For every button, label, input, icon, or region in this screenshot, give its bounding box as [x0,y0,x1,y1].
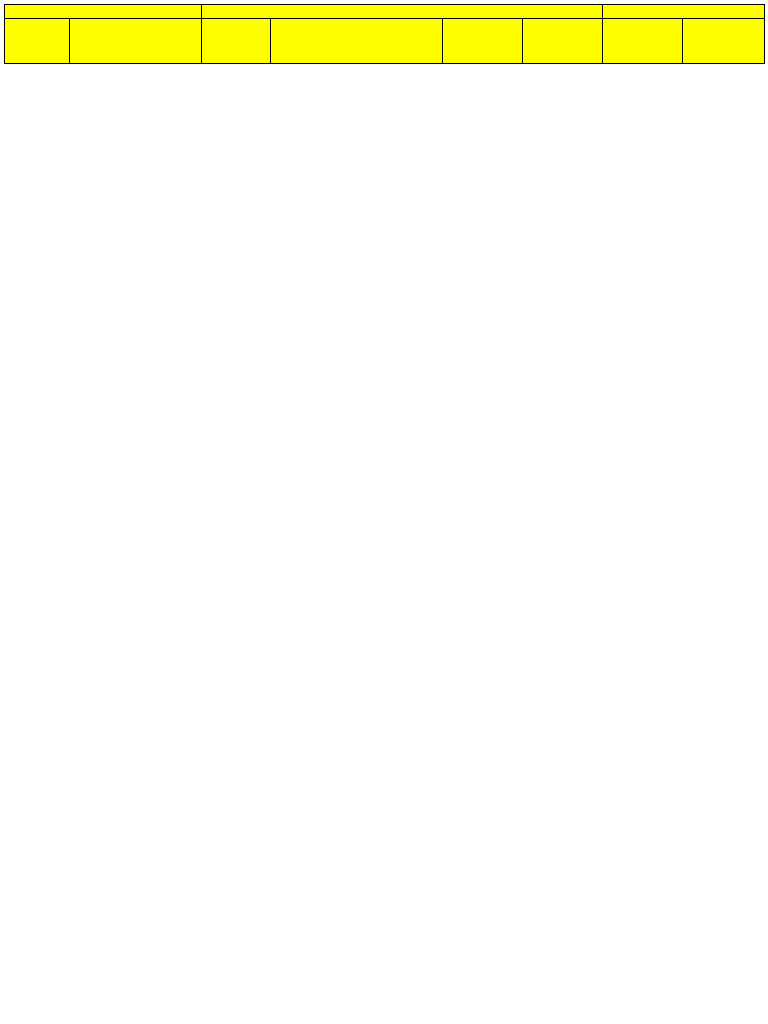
col-header-name [271,19,443,64]
col-header-rank [5,19,70,64]
results-table [4,4,765,64]
batch-header-row [5,5,765,19]
test-title [202,5,603,19]
batch-label [5,5,202,19]
col-header-phy [443,19,523,64]
col-header-maths [603,19,683,64]
col-header-total [683,19,765,64]
col-header-roll [202,19,271,64]
col-header-chem [523,19,603,64]
col-header-campus [70,19,202,64]
test-date [603,5,765,19]
column-header-row [5,19,765,64]
